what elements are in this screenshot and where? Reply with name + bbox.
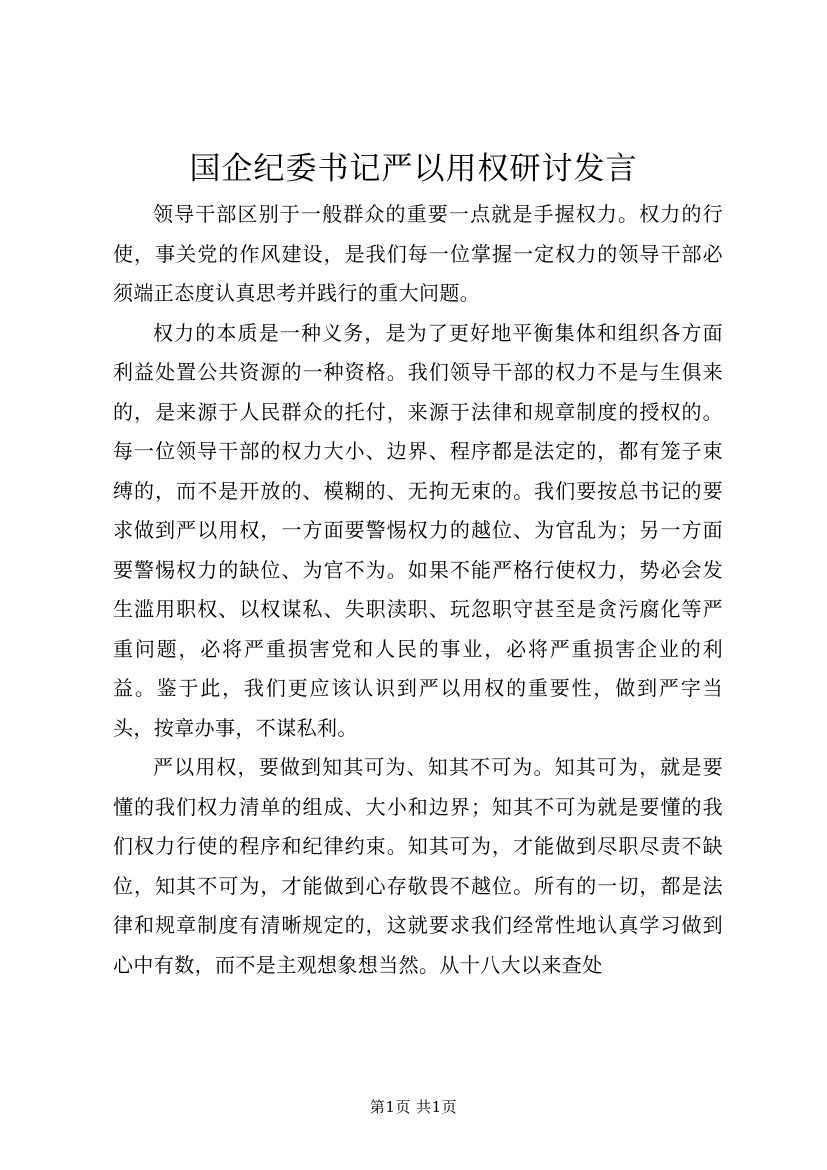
document-title: 国企纪委书记严以用权研讨发言 bbox=[189, 151, 638, 187]
paragraph-1: 领导干部区别于一般群众的重要一点就是手握权力。权力的行使，事关党的作风建设，是我们每一位掌握一定权力的领导干部必须端正态度认真思考并践行的重大问题。 bbox=[113, 202, 723, 305]
document-body bbox=[113, 195, 723, 985]
page-footer: 第1页 共1页 bbox=[369, 1098, 458, 1116]
paragraph-3: 严以用权，要做到知其可为、知其不可为。知其可为，就是要懂的我们权力清单的组成、大小和边界；知其不可为就是要懂的我们权力行使的程序和纪律约束。知其可为，才能做到尽职尽责不缺位，知其不可为，才能做到心存敬畏不越位。所有的一切，都是法律和规章制度有清晰规定的，这就要求我们经常性地认真学习做到心中有数，而不是主观想象想当然。从十八大以来查处 bbox=[113, 755, 723, 977]
paragraph-2: 权力的本质是一种义务，是为了更好地平衡集体和组织各方面利益处置公共资源的一种资格。我们领导干部的权力不是与生俱来的，是来源于人民群众的托付，来源于法律和规章制度的授权的。每一位领导干部的权力大小、边界、程序都是法定的，都有笼子束缚的，而不是开放的、模糊的、无拘无束的。我们要按总书记的要求做到严以用权，一方面要警惕权力的越位、为官乱为；另一方面要警惕权力的缺位、为官不为。如果不能严格行使权力，势必会发生滥用职权、以权谋私、失职渎职、玩忽职守甚至是贪污腐化等严重问题，必将严重损害党和人民的事业，必将严重损害企业的利益。鉴于此，我们更应该认识到严以用权的重要性，做到严字当头，按章办事，不谋私利。 bbox=[113, 320, 723, 740]
